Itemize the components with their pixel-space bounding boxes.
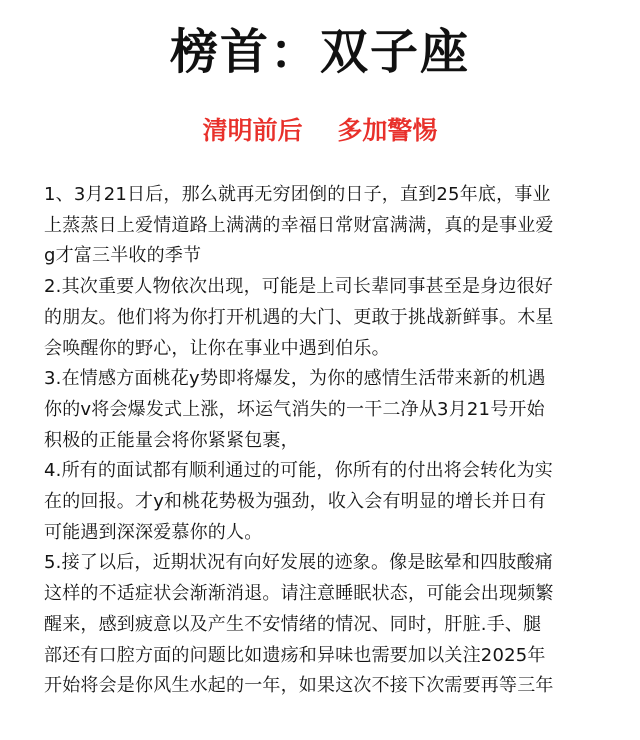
text-line: 在的回报。才y和桃花势极为强劲，收入会有明显的增长并日有 bbox=[44, 491, 547, 513]
article-body bbox=[44, 180, 604, 702]
text-line: 积极的正能量会将你紧紧包裹， bbox=[44, 429, 299, 451]
text-line: 2.其次重要人物依次出现，可能是上司长辈同事甚至是身边很好 bbox=[44, 276, 553, 298]
text-line: 开始将会是你风生水起的一年，如果这次不接下次需要再等三年 bbox=[44, 675, 554, 697]
text-line: 这样的不适症状会渐渐消退。请注意睡眠状态，可能会出现频繁 bbox=[44, 583, 554, 605]
text-line: 5.接了以后，近期状况有向好发展的迹象。像是眩晕和四肢酸痛 bbox=[44, 552, 553, 574]
text-line: 的朋友。他们将为你打开机遇的大门、更敢于挑战新鲜事。木星 bbox=[44, 306, 554, 328]
text-line: 部还有口腔方面的问题比如遗疡和异味也需要加以关注2025年 bbox=[44, 644, 546, 666]
text-line: 上蒸蒸日上爱情道路上满满的幸福日常财富满满，真的是事业爱 bbox=[44, 214, 554, 236]
page-title: 榜首：双子座 bbox=[169, 24, 470, 80]
text-line: 会唤醒你的野心，让你在事业中遇到伯乐。 bbox=[44, 337, 390, 359]
text-line: 4.所有的面试都有顺利通过的可能，你所有的付出将会转化为实 bbox=[44, 460, 553, 482]
text-line: 可能遇到深深爱慕你的人。 bbox=[44, 521, 263, 543]
text-line: 3.在情感方面桃花y势即将爆发，为你的感情生活带来新的机遇 bbox=[44, 368, 546, 390]
page-subtitle: 清明前后 多加警惕 bbox=[202, 116, 438, 145]
text-line: 醒来，感到疲意以及产生不安情绪的情况、同时，肝脏.手、腿 bbox=[44, 613, 542, 635]
text-line: 你的v将会爆发式上涨，坏运气消失的一干二净从3月21号开始 bbox=[44, 398, 545, 420]
text-line: g才富三半收的季节 bbox=[44, 245, 202, 267]
text-line: 1、3月21日后，那么就再无穷团倒的日子，直到25年底，事业 bbox=[44, 184, 551, 205]
